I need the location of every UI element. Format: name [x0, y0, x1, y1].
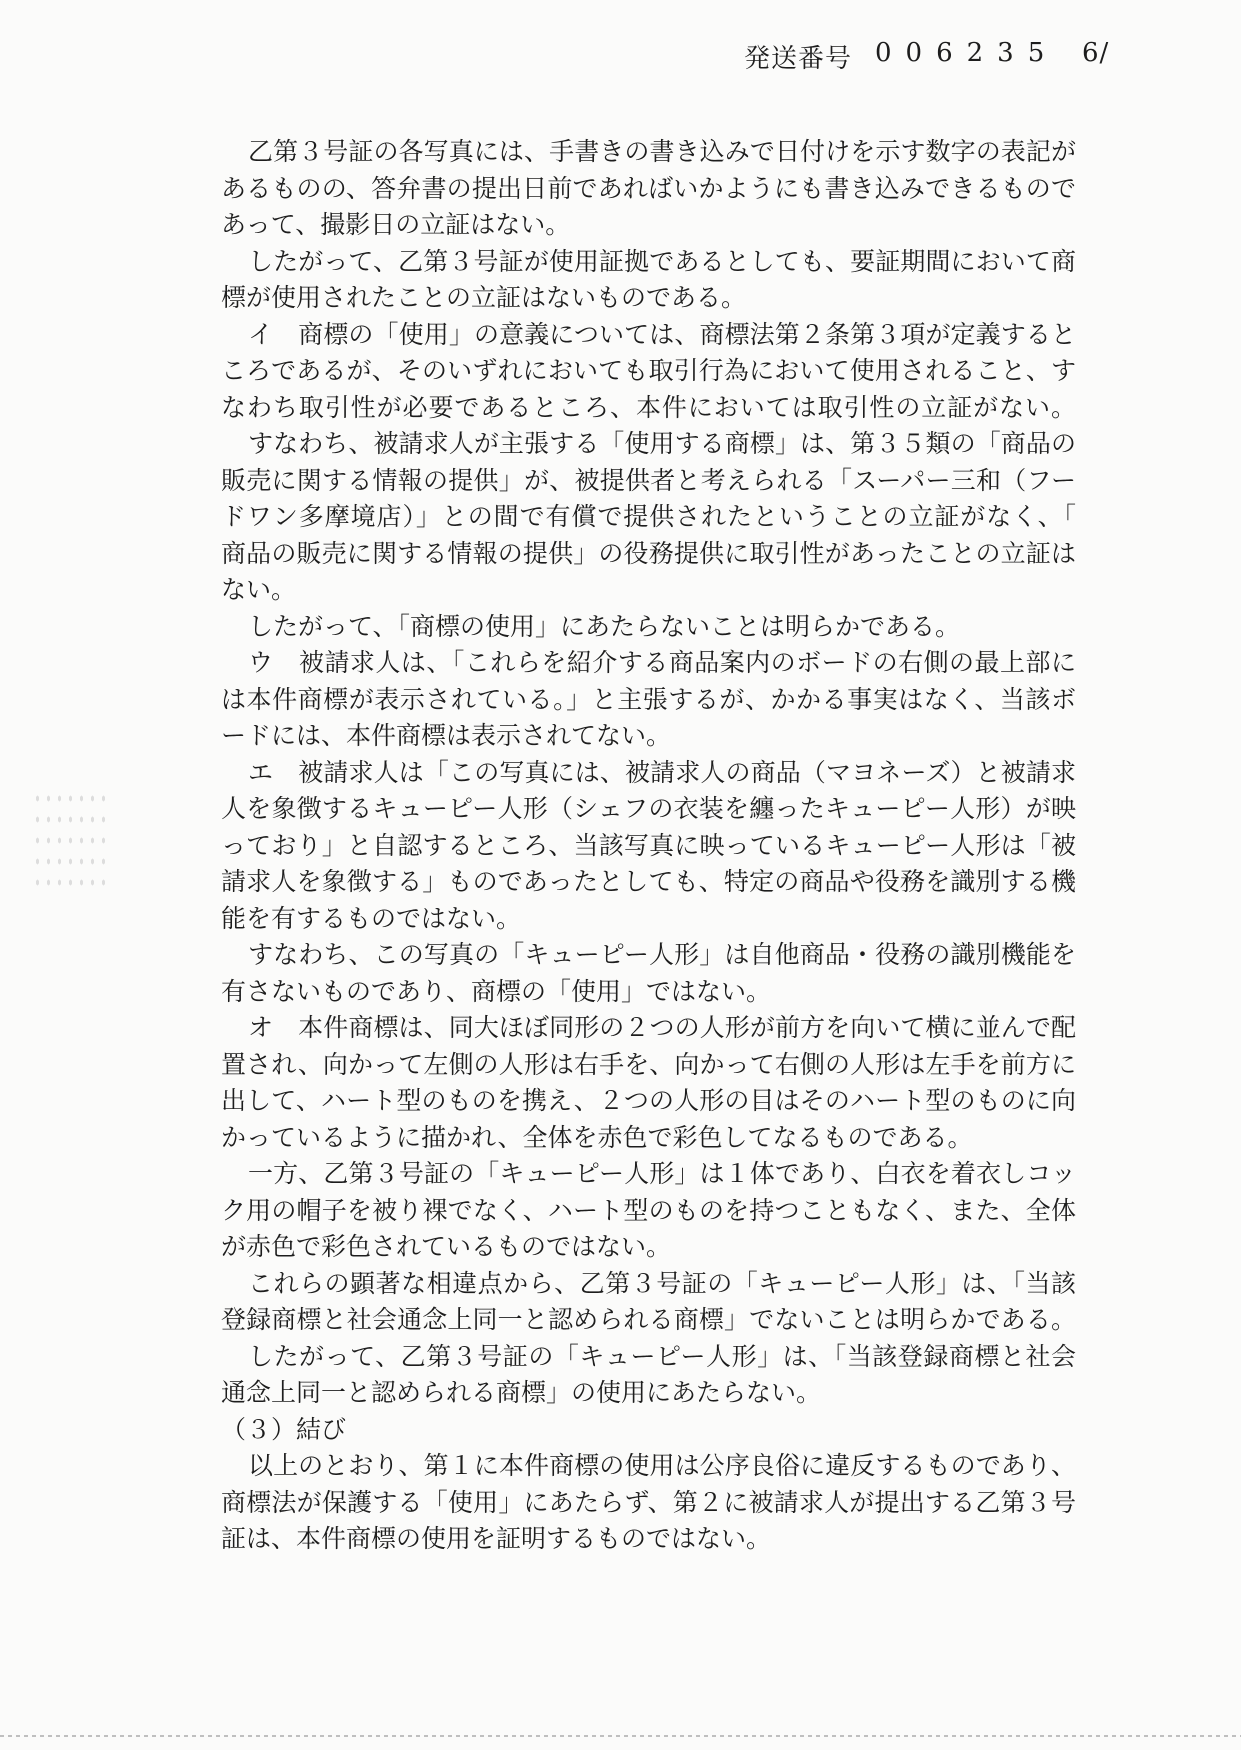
- text-line: が赤色で彩色されているものではない。: [221, 1232, 672, 1261]
- text-line: したがって、乙第３号証の「キューピー人形」は、「当該登録商標と社会: [248, 1341, 1076, 1371]
- dispatch-number: 006235: [875, 38, 1059, 68]
- text-line: すなわち、この写真の「キューピー人形」は自他商品・役務の識別機能を: [248, 940, 1076, 969]
- text-line: かっているように描かれ、全体を赤色で彩色してなるものである。: [221, 1122, 973, 1152]
- text-line: 通念上同一と認められる商標」の使用にあたらない。: [221, 1378, 822, 1407]
- text-line: 能を有するものではない。: [221, 903, 522, 933]
- text-line: ドワン多摩境店）」との間で有償で提供されたということの立証がなく、「: [221, 502, 1076, 531]
- text-line: したがって、「商標の使用」にあたらないことは明らかである。: [248, 611, 961, 641]
- text-line: あって、撮影日の立証はない。: [221, 210, 571, 239]
- text-line: 商標法が保護する「使用」にあたらず、第２に被請求人が提出する乙第３号: [221, 1487, 1076, 1517]
- text-line: 商品の販売に関する情報の提供」の役務提供に取引性があったことの立証は: [221, 538, 1076, 568]
- text-line: オ 本件商標は、同大ほぼ同形の２つの人形が前方を向いて横に並んで配: [248, 1013, 1076, 1042]
- text-line: っており」と自認するところ、当該写真に映っているキューピー人形は「被: [221, 830, 1076, 860]
- text-line: ころであるが、そのいずれにおいても取引行為において使用されること、す: [221, 356, 1076, 385]
- text-line: 一方、乙第３号証の「キューピー人形」は１体であり、白衣を着衣しコッ: [248, 1159, 1076, 1188]
- text-line: あるものの、答弁書の提出日前であればいかようにも書き込みできるもので: [221, 173, 1076, 203]
- text-line: 標が使用されたことの立証はないものである。: [221, 283, 747, 312]
- dispatch-number-label: 発送番号: [744, 44, 853, 74]
- text-line: イ 商標の「使用」の意義については、商標法第２条第３項が定義すると: [248, 319, 1076, 349]
- text-line: ない。: [221, 575, 297, 604]
- page-bottom-edge: [0, 1735, 1241, 1737]
- text-line: 置され、向かって左側の人形は右手を、向かって右側の人形は左手を前方に: [221, 1049, 1076, 1079]
- document-body: [221, 134, 1076, 1558]
- text-line: したがって、乙第３号証が使用証拠であるとしても、要証期間において商: [248, 246, 1076, 276]
- text-line: （３）結び: [221, 1414, 347, 1444]
- text-line: 出して、ハート型のものを携え、２つの人形の目はそのハート型のものに向: [221, 1086, 1076, 1115]
- text-line: ードには、本件商標は表示されてない。: [221, 721, 672, 750]
- page-number: 6/: [1082, 38, 1110, 68]
- text-line: 以上のとおり、第１に本件商標の使用は公序良俗に違反するものであり、: [248, 1451, 1076, 1480]
- text-line: 証は、本件商標の使用を証明するものではない。: [221, 1524, 772, 1553]
- text-line: 請求人を象徴する」ものであったとしても、特定の商品や役務を識別する機: [221, 867, 1076, 896]
- text-line: 人を象徴するキューピー人形（シェフの衣装を纏ったキューピー人形）が映: [221, 794, 1076, 823]
- dispatch-header: [744, 38, 1110, 75]
- text-line: は本件商標が表示されている。」と主張するが、かかる事実はなく、当該ボ: [221, 684, 1076, 714]
- text-line: 乙第３号証の各写真には、手書きの書き込みで日付けを示す数字の表記が: [248, 137, 1076, 166]
- text-line: これらの顕著な相違点から、乙第３号証の「キューピー人形」は、「当該: [248, 1268, 1076, 1298]
- text-line: なわち取引性が必要であるところ、本件においては取引性の立証がない。: [221, 392, 1076, 422]
- text-line: 有さないものであり、商標の「使用」ではない。: [221, 976, 772, 1006]
- scan-artifact: [32, 788, 112, 898]
- text-line: 販売に関する情報の提供」が、被提供者と考えられる「スーパー三和（フー: [221, 465, 1076, 495]
- text-line: エ 被請求人は「この写真には、被請求人の商品（マヨネーズ）と被請求: [248, 757, 1076, 787]
- text-line: ク用の帽子を被り裸でなく、ハート型のものを持つこともなく、また、全体: [221, 1195, 1076, 1225]
- text-line: ウ 被請求人は、「これらを紹介する商品案内のボードの右側の最上部に: [248, 648, 1076, 677]
- text-line: 登録商標と社会通念上同一と認められる商標」でないことは明らかである。: [221, 1305, 1076, 1334]
- text-line: すなわち、被請求人が主張する「使用する商標」は、第３５類の「商品の: [248, 429, 1076, 458]
